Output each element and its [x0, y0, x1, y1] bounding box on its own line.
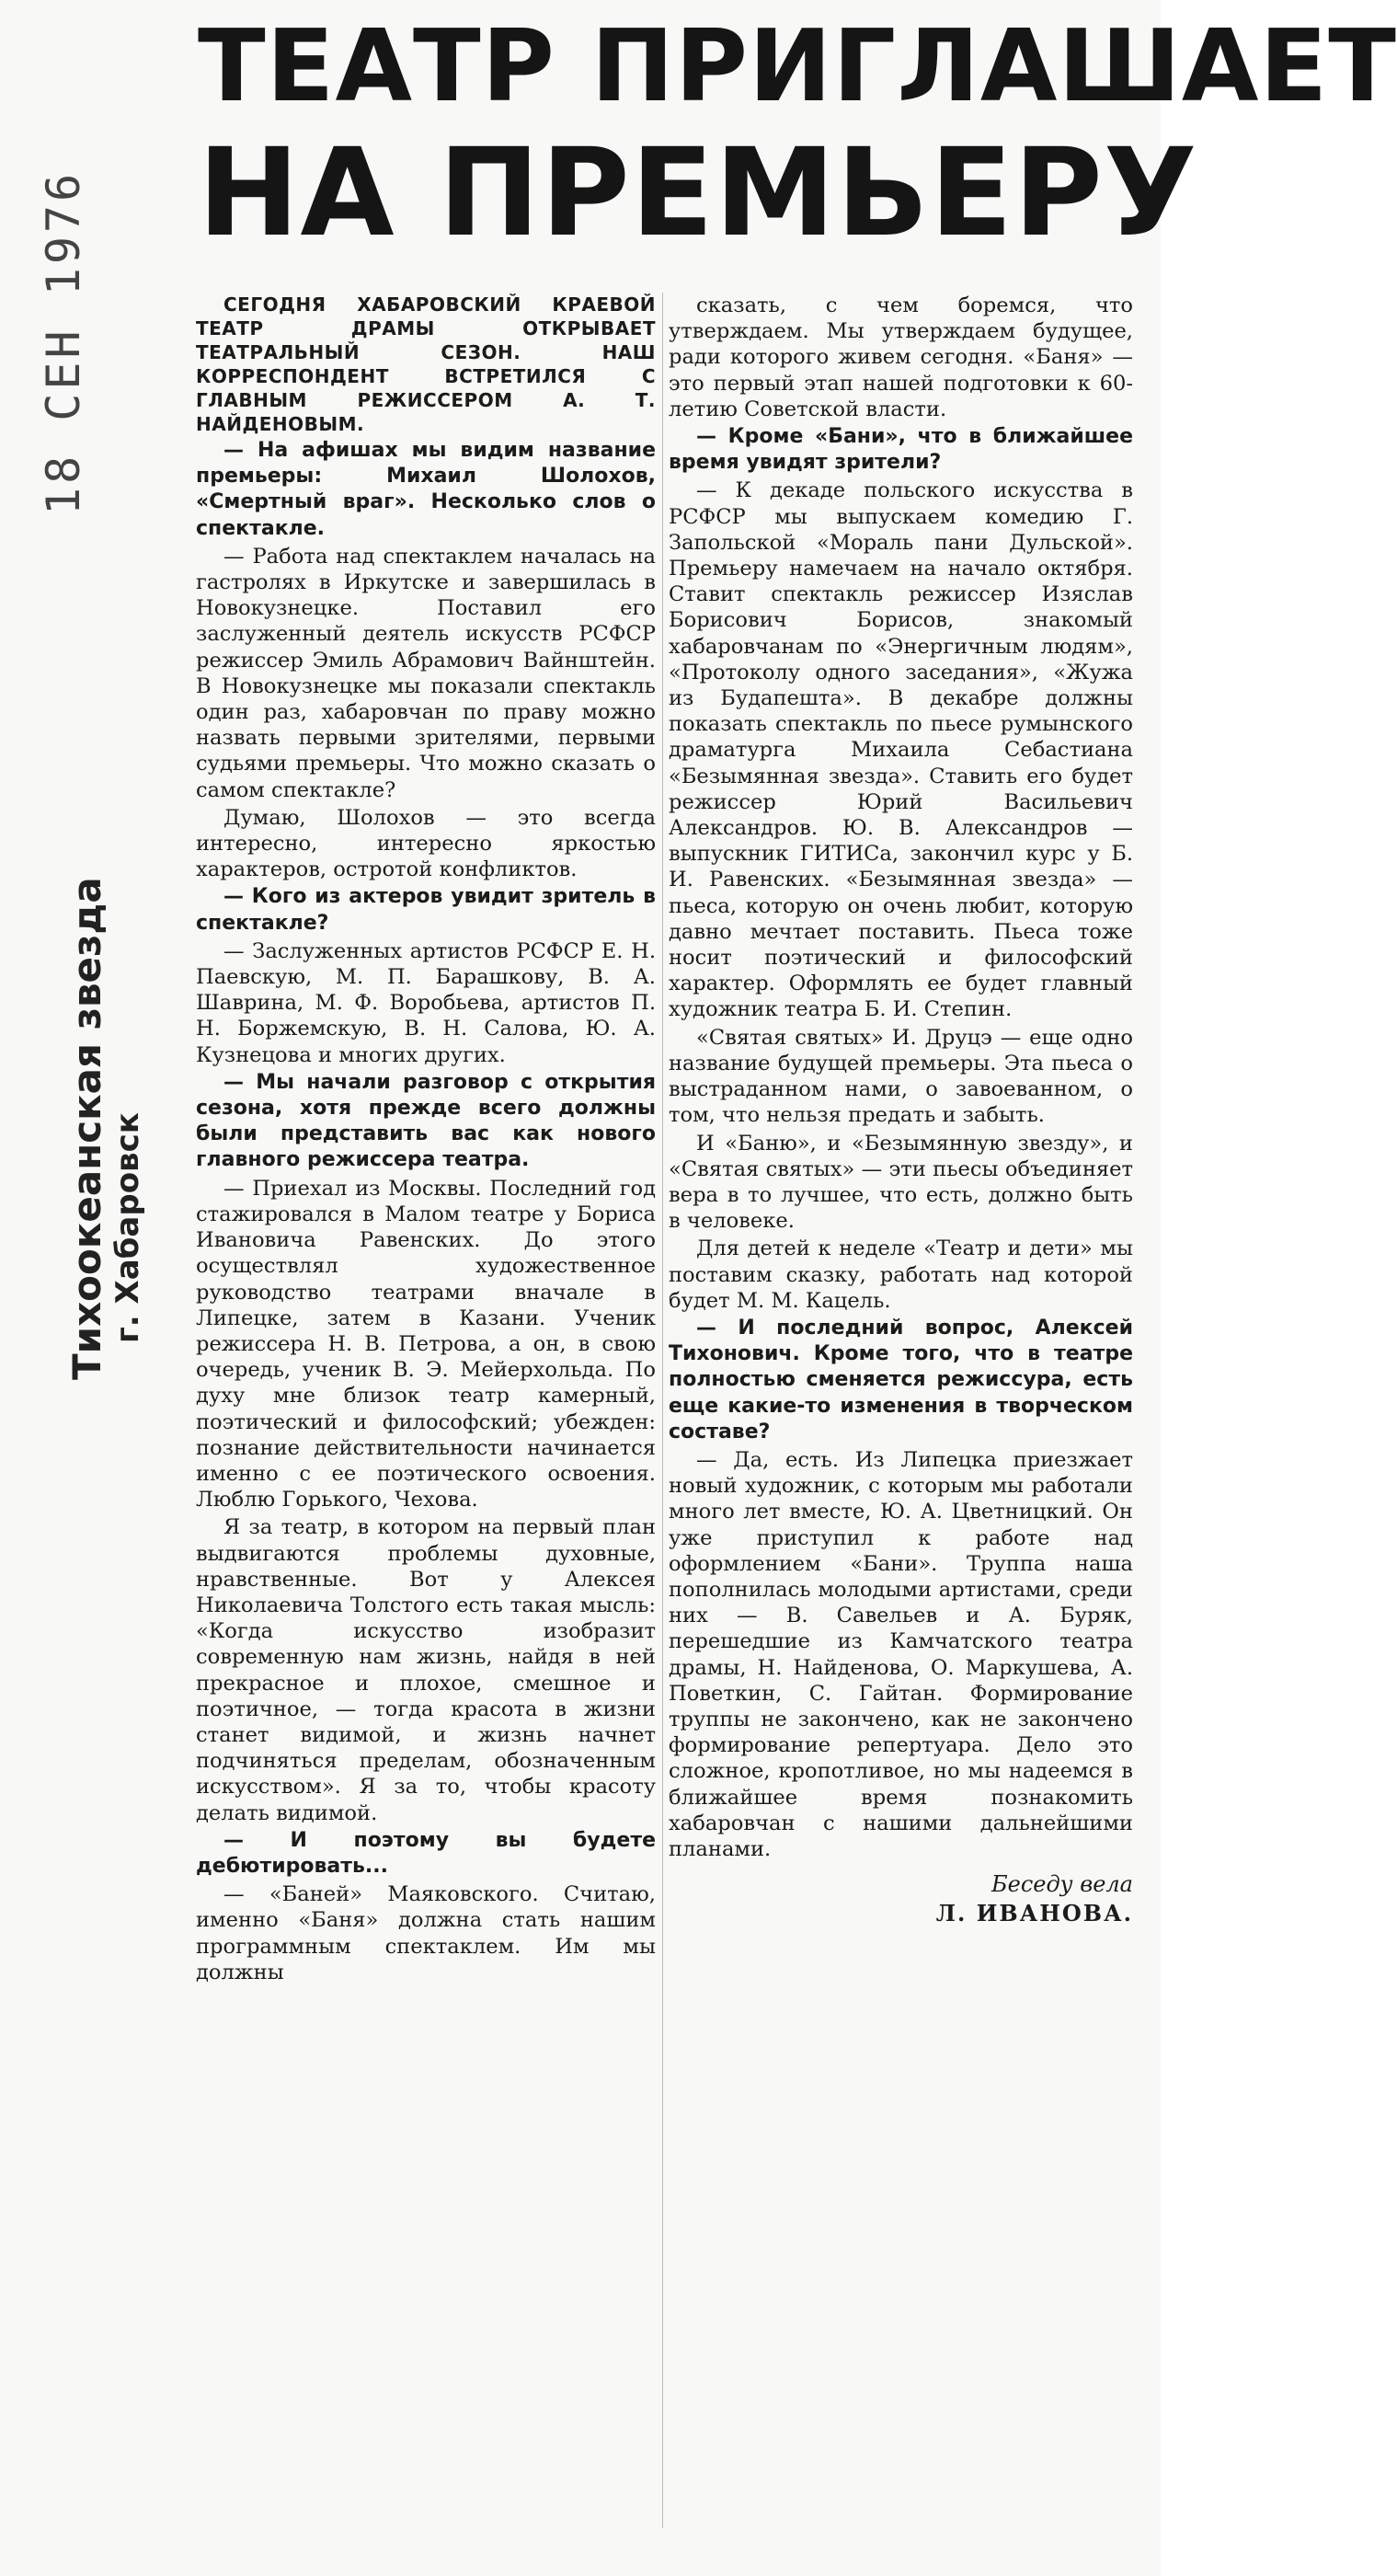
interview-question: — Кроме «Бани», что в ближайшее время увидят зрители? [669, 425, 1133, 475]
signature [669, 1869, 1133, 1928]
interview-answer: — Работа над спектаклем началась на гастролях в Иркутске и завершилась в Новокузнецке. Поставил его заслуженный деятель искусств РСФСР режиссер Эмиль Абрамович Вайнштейн. В Новокузнецке мы показали спектакль один раз, хабаровчан по праву можно назвать первыми зрителями, первыми судьями премьеры. Что можно сказать о самом спектакле? [196, 544, 656, 802]
interview-answer: Я за театр, в котором на первый план выдвигаются проблемы духовные, нравственные. Вот у Алексея Николаевича Толстого есть такая мысль: «Когда искусство изобразит современную нам жизнь, найдя в ней прекрасное и плохое, смешное и поэтичное, — тогда красота в жизни станет видимой, и жизнь начнет подчиняться пределам, обозначенным искусством». Я за то, чтобы красоту делать видимой. [196, 1515, 656, 1825]
interview-answer: — Заслуженных артистов РСФСР Е. Н. Паевскую, М. П. Барашкову, В. А. Шаврина, М. Ф. Воробьева, артистов П. Н. Боржемскую, В. Н. Салова, Ю. А. Кузнецова и многих других. [196, 938, 656, 1067]
newspaper-city: г. Хабаровск [109, 1112, 146, 1343]
newspaper-source [64, 877, 146, 1380]
signature-author: Л. ИВАНОВА. [935, 1900, 1133, 1927]
column-divider [662, 293, 663, 2528]
interview-answer: И «Баню», и «Безымянную звезду», и «Святая святых» — эти пьесы объединяет вера в то лучшее, что есть, должно быть в человеке. [669, 1131, 1133, 1234]
interview-answer: — Да, есть. Из Липецка приезжает новый художник, с которым мы работали много лет вместе, Ю. А. Цветницкий. Он уже приступил к работе над оформлением «Бани». Труппа наша пополнилась молодыми артистами, среди них — В. Савельев и А. Буряк, перешедшие из Камчатского театра драмы, Н. Найденова, О. Маркушева, А. Поветкин, С. Гайтан. Формирование труппы не закончено, как не закончено формирование репертуара. Дело это сложное, кропотливое, но мы надеемся в ближайшее время познакомить хабаровчан с нашими дальнейшими планами. [669, 1447, 1133, 1861]
interview-answer: Думаю, Шолохов — это всегда интересно, интересно яркостью характеров, остротой конфликтов. [196, 805, 656, 882]
article-column-1 [196, 293, 656, 1987]
signature-by: Беседу вела [990, 1871, 1133, 1898]
interview-question: — Кого из актеров увидит зритель в спектакле? [196, 885, 656, 935]
headline-line-2: НА ПРЕМЬЕРУ [198, 122, 1198, 264]
article-column-2 [669, 293, 1133, 1928]
interview-answer: — К декаде польского искусства в РСФСР мы выпускаем комедию Г. Запольской «Мораль пани Дульской». Премьеру намечаем на начало октября. Ставит спектакль режиссер Изяслав Борисович Борисов, знакомый хабаровчанам по «Энергичным людям», «Протоколу одного заседания», «Жужа из Будапешта». В декабре должны показать спектакль по пьесе румынского драматурга Михаила Себастиана «Безымянная звезда». Ставить его будет режиссер Юрий Васильевич Александров. Ю. В. Александров — выпускник ГИТИСа, закончил курс у Б. И. Равенских. «Безымянная звезда» — пьеса, которую он очень любит, которую давно мечтает поставить. Пьеса тоже носит поэтический и философский характер. Оформлять ее будет главный художник театра Б. И. Степин. [669, 478, 1133, 1022]
interview-answer: — Приехал из Москвы. Последний год стажировался в Малом театре у Бориса Ивановича Равенских. До этого осуществлял художественное руководство театрами вначале в Липецке, затем в Казани. Ученик режиссера Н. В. Петрова, а он, в свою очередь, ученик В. Э. Мейерхольда. По духу мне близок театр камерный, поэтический и философский; убежден: познание действительности начинается именно с ее поэтического освоения. Люблю Горького, Чехова. [196, 1176, 656, 1512]
interview-answer: сказать, с чем боремся, что утверждаем. Мы утверждаем будущее, ради которого живем сегодня. «Баня» — это первый этап нашей подготовки к 60-летию Советской власти. [669, 293, 1133, 421]
interview-question: — Мы начали разговор с открытия сезона, хотя прежде всего должны были представить вас как нового главного режиссера театра. [196, 1070, 656, 1172]
interview-answer: Для детей к неделе «Театр и дети» мы поставим сказку, работать над которой будет М. М. Кацель. [669, 1236, 1133, 1313]
newspaper-name: Тихоокеанская звезда [64, 877, 109, 1380]
headline [198, 9, 1397, 264]
headline-line-1: ТЕАТР ПРИГЛАШАЕТ [198, 9, 1397, 124]
interview-answer: «Святая святых» И. Друцэ — еще одно название будущей премьеры. Эта пьеса о выстраданном нами, о завоеванном, о том, что нельзя предать и забыть. [669, 1025, 1133, 1128]
date-stamp: 18 СЕН 1976 [37, 169, 90, 515]
interview-question: — И последний вопрос, Алексей Тихонович. Кроме того, что в театре полностью сменяется режиссура, есть еще какие-то изменения в творческом составе? [669, 1316, 1133, 1443]
article-lead: СЕГОДНЯ ХАБАРОВСКИЙ КРАЕВОЙ ТЕАТР ДРАМЫ ОТКРЫВАЕТ ТЕАТРАЛЬНЫЙ СЕЗОН. НАШ КОРРЕСПОНДЕНТ ВСТРЕТИЛСЯ С ГЛАВНЫМ РЕЖИССЕРОМ А. Т. НАЙДЕНОВЫМ. [196, 293, 656, 435]
interview-answer: — «Баней» Маяковского. Считаю, именно «Баня» должна стать нашим программным спектаклем. Им мы должны [196, 1882, 656, 1984]
interview-question: — И поэтому вы будете дебютировать... [196, 1828, 656, 1878]
interview-question: — На афишах мы видим название премьеры: Михаил Шолохов, «Смертный враг». Несколько слов о спектакле. [196, 439, 656, 540]
